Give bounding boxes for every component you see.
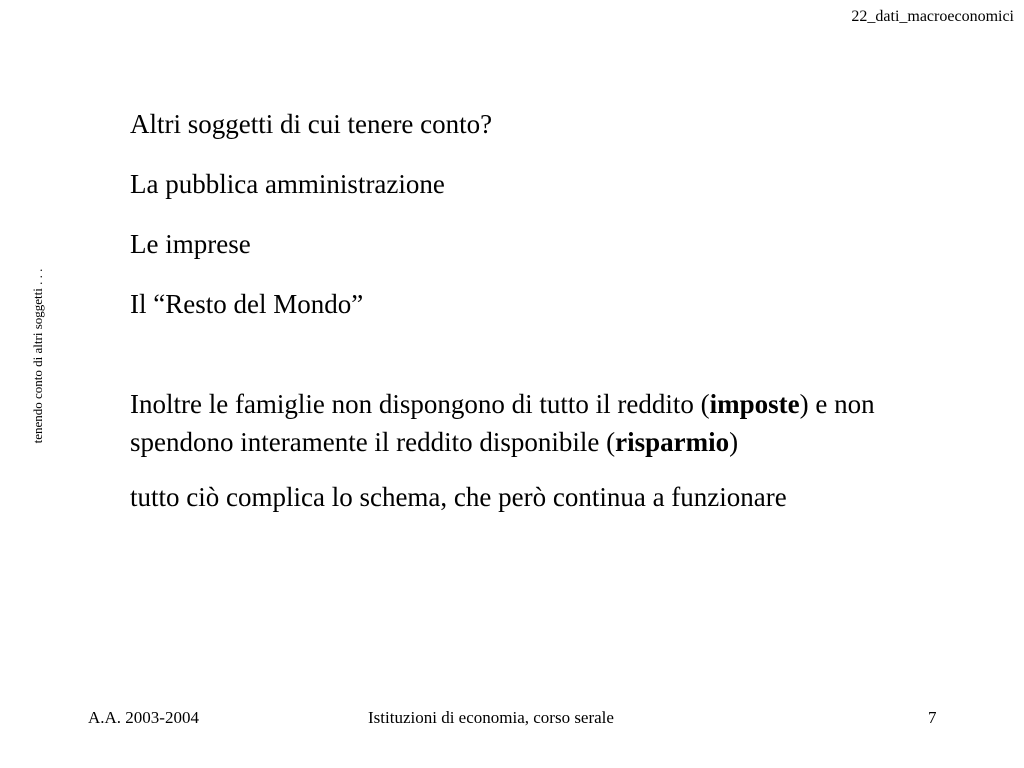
slide-line-question: Altri soggetti di cui tenere conto? [130,109,493,139]
slide-content [130,105,890,533]
slide-line-public-administration: La pubblica amministrazione [130,169,445,199]
paragraph-conclusion: tutto ciò complica lo schema, che però continua a funzionare [130,482,787,512]
footer-page-number: 7 [928,708,937,727]
paragraph-text: ) e non spendono interamente il reddito disponibile ( [130,389,875,457]
bold-term-savings: risparmio [615,427,730,457]
spacer [130,345,890,385]
bold-term-taxes: imposte [709,389,800,419]
footer-academic-year: A.A. 2003-2004 [88,708,199,727]
slide-line-rest-of-world: Il “Resto del Mondo” [130,289,364,319]
file-tag: 22_dati_macroeconomici [851,8,1014,25]
slide-line-firms: Le imprese [130,229,251,259]
footer-course-title: Istituzioni di economia, corso serale [368,708,614,727]
paragraph-taxes-savings [130,385,890,461]
paragraph-text: ) [729,427,739,457]
vertical-section-label: tenendo conto di altri soggetti . . . [30,268,45,444]
paragraph-text: Inoltre le famiglie non dispongono di tutto il reddito ( [130,389,710,419]
